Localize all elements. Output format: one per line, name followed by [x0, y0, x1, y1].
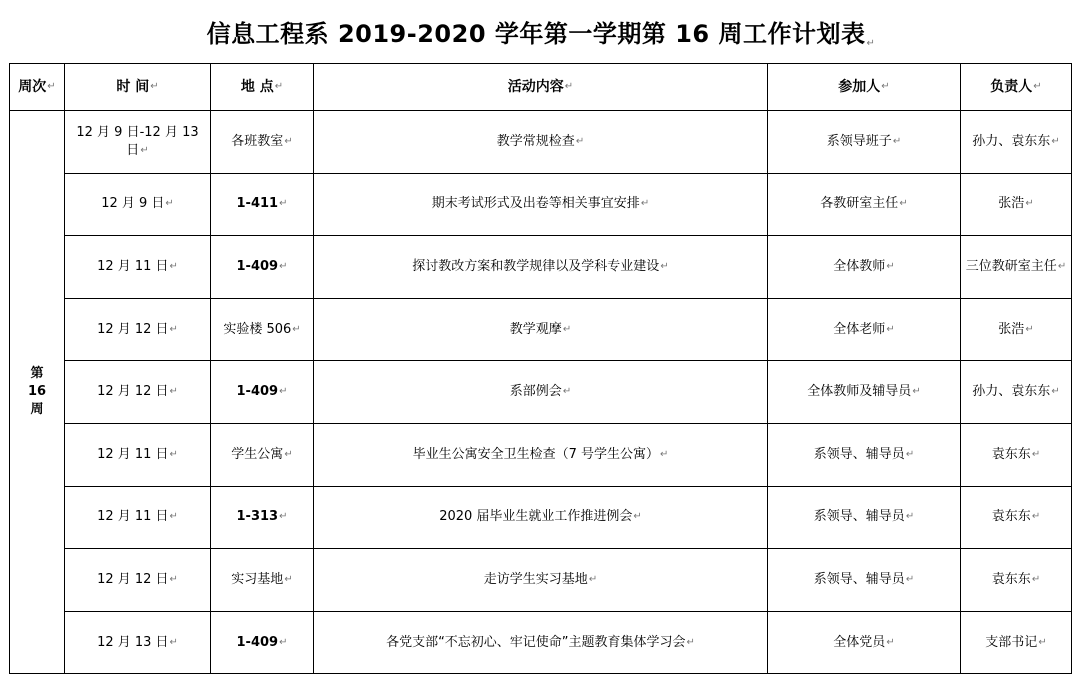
- cell-responsible: 三位教研室主任↵: [961, 236, 1072, 299]
- cell-time: 12 月 12 日↵: [65, 549, 211, 612]
- paragraph-mark-icon: ↵: [169, 260, 178, 272]
- cell-content: 各党支部“不忘初心、牢记使命”主题教育集体学习会↵: [314, 611, 768, 674]
- cell-time: 12 月 12 日↵: [65, 298, 211, 361]
- paragraph-mark-icon: ↵: [169, 636, 178, 648]
- paragraph-mark-icon: ↵: [150, 81, 159, 92]
- cell-participants: 全体老师↵: [768, 298, 961, 361]
- paragraph-mark-icon: ↵: [284, 573, 293, 585]
- paragraph-mark-icon: ↵: [564, 81, 574, 92]
- cell-responsible: 支部书记↵: [961, 611, 1072, 674]
- cell-participants: 全体教师↵: [768, 236, 961, 299]
- table-row: [10, 486, 1072, 549]
- paragraph-mark-icon: ↵: [279, 511, 288, 523]
- cell-responsible: 孙力、袁东东↵: [961, 361, 1072, 424]
- cell-place: 各班教室↵: [211, 111, 314, 174]
- paragraph-mark-icon: ↵: [905, 448, 915, 460]
- paragraph-mark-icon: ↵: [881, 81, 890, 92]
- paragraph-mark-icon: ↵: [169, 386, 178, 398]
- paragraph-mark-icon: ↵: [892, 135, 902, 147]
- paragraph-mark-icon: ↵: [1025, 323, 1034, 335]
- header-time: 时 间↵: [65, 64, 211, 111]
- paragraph-mark-icon: ↵: [660, 260, 669, 272]
- paragraph-mark-icon: ↵: [886, 323, 895, 335]
- cell-content: 探讨教改方案和教学规律以及学科专业建设↵: [314, 236, 768, 299]
- paragraph-mark-icon: ↵: [169, 448, 178, 460]
- cell-participants: 系领导、辅导员↵: [768, 549, 961, 612]
- week-cell: [10, 111, 65, 674]
- cell-content: 毕业生公寓安全卫生检查（7 号学生公寓）↵: [314, 423, 768, 486]
- cell-content: 教学观摩↵: [314, 298, 768, 361]
- paragraph-mark-icon: ↵: [1057, 260, 1067, 272]
- paragraph-mark-icon: ↵: [140, 144, 149, 156]
- week-number: 16: [27, 384, 47, 400]
- paragraph-mark-icon: ↵: [912, 386, 921, 398]
- paragraph-mark-icon: ↵: [1051, 135, 1060, 147]
- cell-time: 12 月 11 日↵: [65, 486, 211, 549]
- paragraph-mark-icon: ↵: [1051, 386, 1060, 398]
- paragraph-mark-icon: ↵: [169, 511, 178, 523]
- paragraph-mark-icon: ↵: [1038, 636, 1047, 648]
- work-plan-table: [9, 63, 1072, 674]
- paragraph-mark-icon: ↵: [575, 135, 585, 147]
- cell-time: 12 月 11 日↵: [65, 236, 211, 299]
- paragraph-mark-icon: ↵: [165, 198, 174, 210]
- paragraph-mark-icon: ↵: [1025, 198, 1034, 210]
- cell-content: 期末考试形式及出卷等相关事宜安排↵: [314, 173, 768, 236]
- cell-place: 实习基地↵: [211, 549, 314, 612]
- cell-place: 1-409↵: [211, 236, 314, 299]
- cell-responsible: 孙力、袁东东↵: [961, 111, 1072, 174]
- cell-time: 12 月 13 日↵: [65, 611, 211, 674]
- paragraph-mark-icon: ↵: [292, 323, 301, 335]
- cell-responsible: 袁东东↵: [961, 549, 1072, 612]
- cell-place: 1-313↵: [211, 486, 314, 549]
- paragraph-mark-icon: ↵: [284, 448, 293, 460]
- cell-place: 1-411↵: [211, 173, 314, 236]
- cell-time: 12 月 12 日↵: [65, 361, 211, 424]
- week-suffix: 周: [30, 402, 44, 418]
- cell-time: 12 月 9 日↵: [65, 173, 211, 236]
- paragraph-mark-icon: ↵: [1031, 511, 1041, 523]
- cell-place: 1-409↵: [211, 611, 314, 674]
- paragraph-mark-icon: ↵: [279, 636, 288, 648]
- paragraph-mark-icon: ↵: [640, 198, 650, 210]
- paragraph-mark-icon: ↵: [279, 386, 288, 398]
- paragraph-mark-icon: ↵: [899, 198, 908, 210]
- paragraph-mark-icon: ↵: [633, 511, 642, 523]
- table-row: [10, 611, 1072, 674]
- paragraph-mark-icon: ↵: [169, 573, 178, 585]
- paragraph-mark-icon: ↵: [886, 636, 895, 648]
- cell-content: 教学常规检查↵: [314, 111, 768, 174]
- cell-responsible: 张浩↵: [961, 298, 1072, 361]
- table-row: [10, 111, 1072, 174]
- paragraph-mark-icon: ↵: [660, 448, 669, 460]
- paragraph-mark-icon: ↵: [905, 573, 915, 585]
- cell-participants: 全体教师及辅导员↵: [768, 361, 961, 424]
- paragraph-mark-icon: ↵: [47, 81, 56, 92]
- cell-place: 1-409↵: [211, 361, 314, 424]
- cell-participants: 各教研室主任↵: [768, 173, 961, 236]
- paragraph-mark-icon: ↵: [279, 198, 288, 210]
- cell-responsible: 袁东东↵: [961, 486, 1072, 549]
- cell-time: 12 月 9 日-12 月 13 日↵: [65, 111, 211, 174]
- cell-place: 实验楼 506↵: [211, 298, 314, 361]
- table-row: [10, 361, 1072, 424]
- header-content: 活动内容↵: [314, 64, 768, 111]
- paragraph-mark-icon: ↵: [274, 81, 284, 92]
- cell-participants: 系领导、辅导员↵: [768, 423, 961, 486]
- table-row: [10, 549, 1072, 612]
- paragraph-mark-icon: ↵: [686, 636, 695, 648]
- paragraph-mark-icon: ↵: [279, 260, 288, 272]
- table-row: [10, 298, 1072, 361]
- paragraph-mark-icon: ↵: [562, 323, 572, 335]
- paragraph-mark-icon: ↵: [1031, 573, 1041, 585]
- paragraph-mark-icon: ↵: [886, 260, 895, 272]
- header-responsible: 负责人↵: [961, 64, 1072, 111]
- header-week: 周次↵: [10, 64, 65, 111]
- cell-participants: 系领导班子↵: [768, 111, 961, 174]
- table-row: [10, 236, 1072, 299]
- document-title: 信息工程系 2019-2020 学年第一学期第 16 周工作计划表↵: [206, 20, 876, 49]
- table-header-row: [10, 64, 1072, 111]
- paragraph-mark-icon: ↵: [284, 135, 293, 147]
- cell-responsible: 张浩↵: [961, 173, 1072, 236]
- paragraph-mark-icon: ↵: [905, 511, 915, 523]
- cell-responsible: 袁东东↵: [961, 423, 1072, 486]
- cell-participants: 系领导、辅导员↵: [768, 486, 961, 549]
- cell-participants: 全体党员↵: [768, 611, 961, 674]
- paragraph-mark-icon: ↵: [1031, 448, 1041, 460]
- cell-time: 12 月 11 日↵: [65, 423, 211, 486]
- cell-content: 走访学生实习基地↵: [314, 549, 768, 612]
- cell-place: 学生公寓↵: [211, 423, 314, 486]
- week-prefix: 第: [30, 366, 44, 382]
- paragraph-mark-icon: ↵: [562, 386, 572, 398]
- cell-content: 2020 届毕业生就业工作推进例会↵: [314, 486, 768, 549]
- paragraph-mark-icon: ↵: [169, 323, 178, 335]
- paragraph-mark-icon: ↵: [588, 573, 598, 585]
- table-row: [10, 423, 1072, 486]
- header-place: 地 点↵: [211, 64, 314, 111]
- table-row: [10, 173, 1072, 236]
- header-participants: 参加人↵: [768, 64, 961, 111]
- paragraph-mark-icon: ↵: [1033, 81, 1042, 92]
- paragraph-mark-icon: ↵: [866, 38, 876, 49]
- cell-content: 系部例会↵: [314, 361, 768, 424]
